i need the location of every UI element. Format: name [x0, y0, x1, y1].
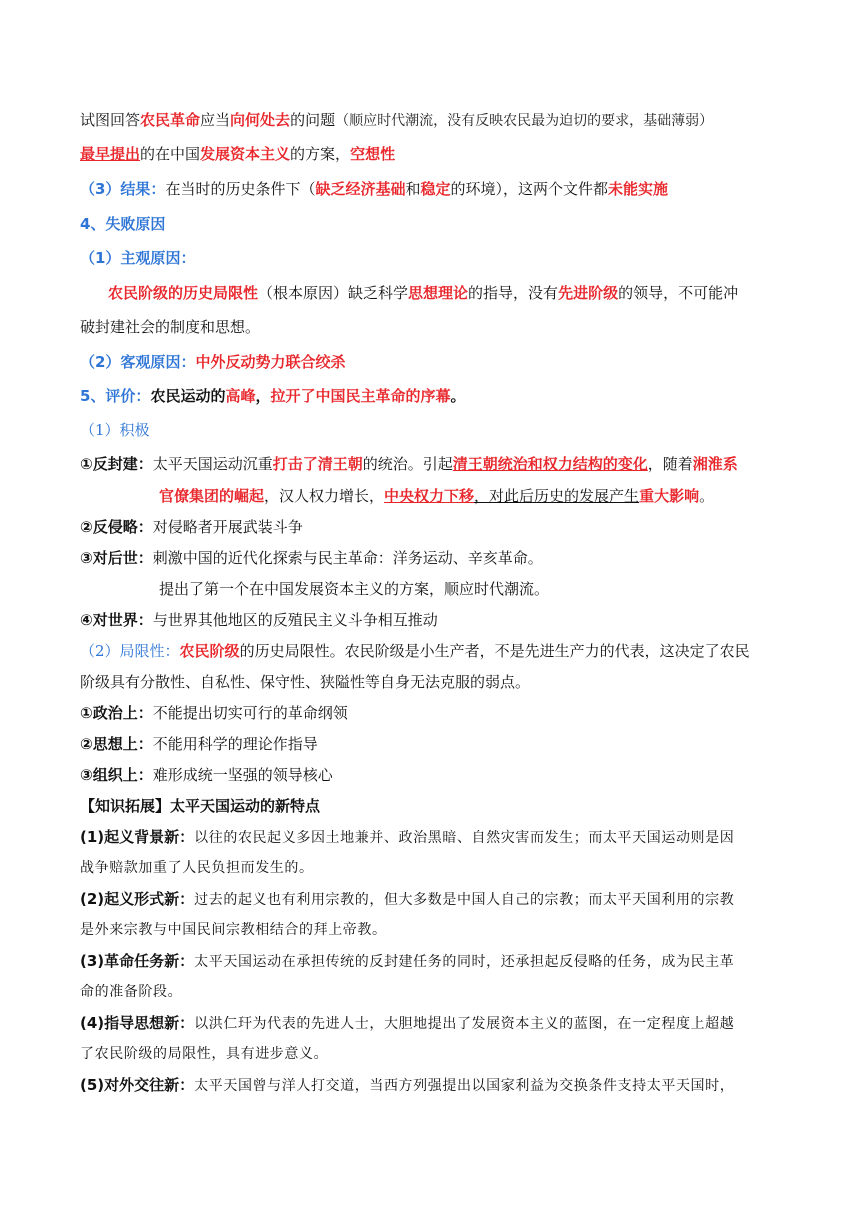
- line-feature-ideology: (4)指导思想新：以洪仁玕为代表的先进人士，大胆地提出了发展资本主义的蓝图，在一定程度上超越: [80, 1014, 735, 1032]
- line-objective-reason: （2）客观原因：中外反动势力联合绞杀: [80, 353, 346, 371]
- line-capitalism-plan: 最早提出的在中国发展资本主义的方案，空想性: [80, 145, 396, 163]
- line-feature-task-cont: 命的准备阶段。: [80, 984, 183, 1000]
- line-feature-background-cont: 战争赔款加重了人民负担而发生的。: [80, 860, 314, 876]
- heading-evaluation: 5、评价：农民运动的高峰，拉开了中国民主革命的序幕。: [80, 387, 466, 405]
- line-result: （3）结果：在当时的历史条件下（缺乏经济基础和稳定的环境），这两个文件都未能实施: [80, 180, 669, 198]
- line-limitations-cont: 阶级具有分散性、自私性、保守性、狭隘性等自身无法克服的弱点。: [80, 673, 531, 691]
- line-anti-feudal-cont: 官僚集团的崛起，汉人权力增长，中央权力下移，对此后历史的发展产生重大影响。: [159, 487, 715, 505]
- line-program-purpose: 试图回答农民革命应当向何处去的问题（顺应时代潮流，没有反映农民最为迫切的要求，基础薄弱）: [80, 111, 714, 129]
- line-anti-feudal: ①反封建：太平天国运动沉重打击了清王朝的统治。引起清王朝统治和权力结构的变化，随着湘淮系: [80, 455, 738, 473]
- line-feature-background: (1)起义背景新：以往的农民起义多因土地兼并、政治黑暗、自然灾害而发生；而太平天国运动则是因: [80, 828, 735, 846]
- line-future-generations-cont: 提出了第一个在中国发展资本主义的方案，顺应时代潮流。: [159, 580, 550, 598]
- line-future-generations: ③对后世：刺激中国的近代化探索与民主革命：洋务运动、辛亥革命。: [80, 549, 543, 567]
- line-limitations: （2）局限性：农民阶级的历史局限性。农民阶级是小生产者，不是先进生产力的代表，这决定了农民: [80, 642, 750, 660]
- line-feature-task: (3)革命任务新：太平天国运动在承担传统的反封建任务的同时，还承担起反侵略的任务，成为民主革: [80, 952, 735, 970]
- line-ideological: ②思想上：不能用科学的理论作指导: [80, 735, 318, 753]
- line-feature-foreign-relations: (5)对外交往新：太平天国曾与洋人打交道，当西方列强提出以国家利益为交换条件支持太平天国时，: [80, 1076, 735, 1094]
- line-feature-form: (2)起义形式新：过去的起义也有利用宗教的，但大多数是中国人自己的宗教；而太平天国利用的宗教: [80, 890, 735, 908]
- line-feature-form-cont: 是外来宗教与中国民间宗教相结合的拜上帝教。: [80, 922, 387, 938]
- heading-positive: （1）积极: [80, 421, 150, 439]
- heading-failure-reasons: 4、失败原因: [80, 215, 166, 233]
- line-political: ①政治上：不能提出切实可行的革命纲领: [80, 704, 348, 722]
- line-subjective-detail-cont: 破封建社会的制度和思想。: [80, 318, 261, 336]
- heading-subjective-reason: （1）主观原因：: [80, 249, 196, 267]
- line-anti-aggression: ②反侵略：对侵略者开展武装斗争: [80, 518, 303, 536]
- line-organizational: ③组织上：难形成统一坚强的领导核心: [80, 766, 333, 784]
- line-subjective-detail: 农民阶级的历史局限性（根本原因）缺乏科学思想理论的指导，没有先进阶级的领导，不可能冲: [108, 284, 739, 302]
- line-feature-ideology-cont: 了农民阶级的局限性，具有进步意义。: [80, 1046, 329, 1062]
- line-world: ④对世界：与世界其他地区的反殖民主义斗争相互推动: [80, 611, 438, 629]
- heading-knowledge-extension: 【知识拓展】太平天国运动的新特点: [80, 797, 321, 815]
